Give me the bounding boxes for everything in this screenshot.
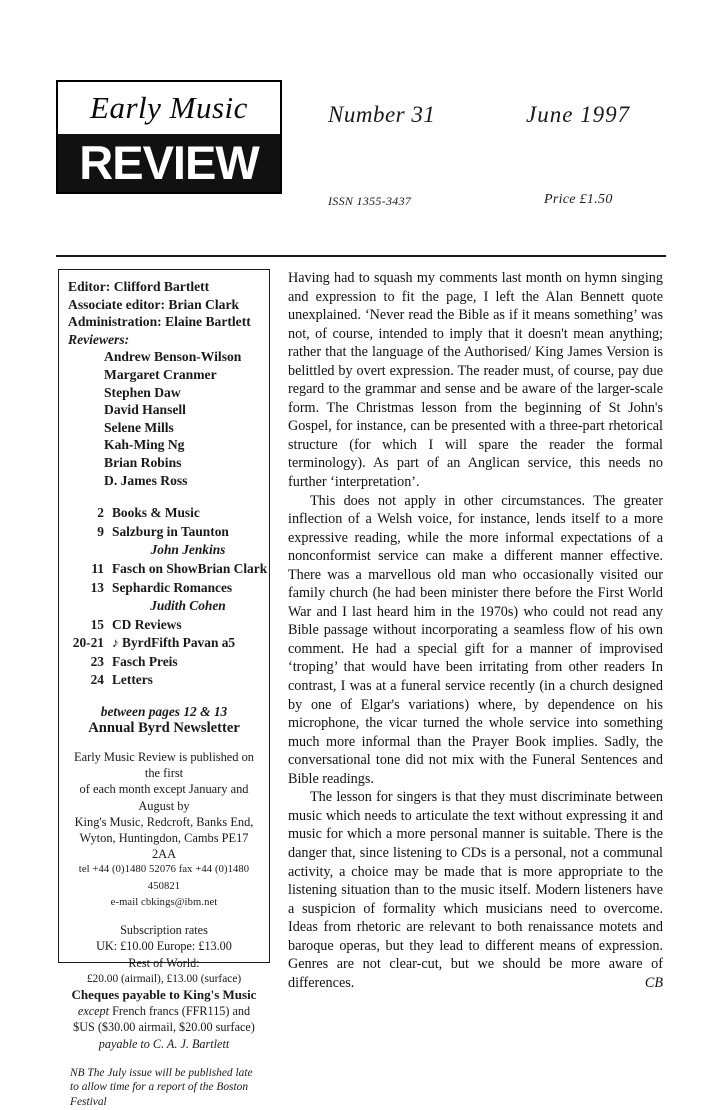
staff-person-name: Clifford Bartlett [113, 279, 210, 294]
toc-entry-title: Books & Music [112, 505, 200, 521]
publication-line: of each month except January and August by [79, 782, 249, 813]
toc-entry-title: CD Reviews [112, 616, 182, 632]
reviewer-name: D. James Ross [104, 472, 188, 488]
staff-row-administration [68, 313, 260, 331]
toc-entry-title: Fasch on Show [112, 560, 198, 576]
staff-role-label: Editor: [68, 279, 111, 294]
toc-entry[interactable] [68, 504, 260, 523]
editorial-paragraph-2: This does not apply in other circumstances. The greater inflection of a Welsh voice, for instance, lends itself to a more expressive reading, while the more informal expectations of a nonconformist service can make a different manner effective. There was a marvellous old man who occasionally visited our family church (he had been minister there before the First World War and I last heard him in the 1970s) who could not read any Bible passage without incorporating a seamless flow of his own comment. He had a special gift for a manner of improvised ‘troping’ that would have been irritating from other readers In contrast, I was at a funeral service recently (in a church designed by one of Elgar's variations) where, by dependence on his microphone, the vicar turned the whole service into something much more informal than the Prayer Book implies. Sadly, the conversational tone did not mix with the Funeral Sentences and Bible readings. [288, 492, 663, 787]
staff-person-name: Elaine Bartlett [165, 314, 251, 330]
editorial-paragraph-1: Having had to squash my comments last month on hymn singing and expression to fit the page, I left the Alan Bennett quote unexplained. ‘Never read the Bible as if it means something’ was not, of course, intended to imply that it doesn't mean anything; rather that the language of the Authorised/ King James Version is belittled by overt expression. The reader must, of course, pay due regard to the grammar and sense and be aware of the larger-scale form. The Christmas lesson from the beginning of St John's Gospel, for instance, can be presented with a three-part rhetorical structure (for which I will spare the reader the formal terminology). As part of an Anglican service, this needs no further ‘interpretation’. [288, 270, 663, 491]
editorial-paragraph-3 [288, 788, 663, 992]
toc-page-number: 13 [90, 579, 104, 595]
reviewer-name: Stephen Daw [104, 384, 181, 400]
issue-number: Number 31 [328, 102, 436, 127]
toc-entry[interactable] [68, 616, 260, 635]
insert-announcement [68, 703, 260, 737]
toc-entry-title: Salzburg in Taunton [112, 523, 229, 539]
toc-page-number: 24 [90, 672, 104, 688]
currency-exception-rest: French francs (FFR115) and [109, 1004, 251, 1019]
journal-title-early-music: Early Music [58, 82, 280, 134]
masthead [56, 80, 668, 210]
reviewer-name: Margaret Cranmer [104, 366, 217, 382]
toc-page-number: 2 [97, 505, 104, 521]
issn-code: ISSN 1355-3437 [328, 194, 412, 208]
editorial-column [288, 269, 663, 992]
editorial-signature: CB [644, 974, 663, 991]
insert-title: Annual Byrd Newsletter [88, 720, 240, 737]
cover-price: Price £1.50 [544, 192, 613, 207]
publisher-email[interactable]: e-mail cbkings@ibm.net [110, 896, 218, 908]
publisher-address-line: Wyton, Huntingdon, Cambs PE17 2AA [79, 831, 249, 862]
toc-entry[interactable] [68, 560, 268, 579]
editorial-paragraph-3-text: The lesson for singers is that they must discriminate between music which needs to articulate the text without expressing it and music for which a more personal manner is suitable. There is the danger that, since listening to CDs is a personal, not a communal activity, a choice may be made that is more appropriate to the listening situation than to the music itself. Modern listeners have a suspicion of formality which musicians need to overcome. Ideas from rhetoric are relevant to both renaissance motets and baroque operas, but they lead to different means of expression. Genres are not clear-cut, but we should be more aware of differences. [288, 789, 663, 991]
reviewers-heading: Reviewers: [68, 331, 130, 347]
toc-page-number: 9 [97, 523, 104, 539]
toc-entry[interactable] [68, 523, 260, 542]
subscription-rate-uk-europe: UK: £10.00 Europe: £13.00 [96, 939, 232, 954]
currency-exception-line [68, 1003, 260, 1019]
staff-role-label: Administration: [68, 314, 162, 330]
toc-entry[interactable] [68, 653, 260, 672]
toc-page-number: 11 [91, 560, 104, 576]
journal-title-review: REVIEW [58, 134, 280, 192]
toc-entry-title: Letters [112, 672, 153, 688]
reviewer-name: Andrew Benson-Wilson [104, 349, 242, 365]
insert-location: between pages 12 & 13 [100, 704, 228, 720]
toc-entry-author: John Jenkins [150, 542, 226, 558]
toc-entry-title-with-music-note-icon: ♪ Byrd [112, 635, 152, 651]
header-divider-rule [56, 255, 666, 257]
toc-entry-title: Sephardic Romances [112, 579, 233, 595]
payable-to-line: payable to C. A. J. Bartlett [98, 1036, 230, 1051]
staff-role-label: Associate editor: [68, 296, 166, 312]
publication-info [68, 749, 260, 911]
reviewer-name: Kah-Ming Ng [104, 437, 185, 453]
subscription-rates [68, 922, 260, 1052]
subscription-rate-rest-of-world-values: £20.00 (airmail), £13.00 (surface) [86, 972, 242, 985]
staff-person-name: Brian Clark [168, 296, 240, 312]
publisher-phone-fax: tel +44 (0)1480 52076 fax +44 (0)1480 450821 [78, 864, 250, 892]
toc-entry-title-italic: Brian Clark [197, 560, 268, 576]
usd-rate-line: $US ($30.00 airmail, $20.00 surface) [73, 1020, 255, 1035]
subscription-heading: Subscription rates [120, 923, 208, 938]
sidebar-panel [58, 269, 270, 1108]
subscription-rate-rest-of-world-label: Rest of World: [128, 955, 200, 970]
toc-page-number: 23 [90, 653, 104, 669]
toc-entry[interactable] [68, 579, 260, 598]
toc-entry-title: Fasch Preis [112, 653, 178, 669]
toc-page-number: 15 [90, 616, 104, 632]
cheques-payable-note: Cheques payable to King's Music [71, 986, 257, 1002]
toc-entry-title-italic: Fifth Pavan a5 [151, 635, 236, 651]
journal-logo [56, 80, 282, 194]
currency-exception-keyword: except [77, 1004, 110, 1019]
toc-page-number: 20-21 [72, 635, 104, 651]
toc-entry[interactable] [68, 634, 260, 653]
reviewer-name: David Hansell [104, 402, 186, 418]
publisher-address-line: King's Music, Redcroft, Banks End, [74, 814, 254, 829]
issue-date: June 1997 [526, 102, 631, 127]
staff-row-associate-editor [68, 296, 260, 314]
staff-row-editor [68, 278, 260, 296]
staff-list [68, 278, 260, 489]
publication-line: Early Music Review is published on the first [74, 750, 254, 781]
toc-entry-author: Judith Cohen [150, 598, 226, 614]
table-of-contents [68, 504, 268, 690]
reviewer-name: Selene Mills [104, 419, 174, 435]
reviewer-name: Brian Robins [104, 454, 182, 470]
nb-notice: NB The July issue will be published late to allow time for a report of the Boston Festival [70, 1066, 253, 1108]
toc-entry[interactable] [68, 671, 260, 690]
